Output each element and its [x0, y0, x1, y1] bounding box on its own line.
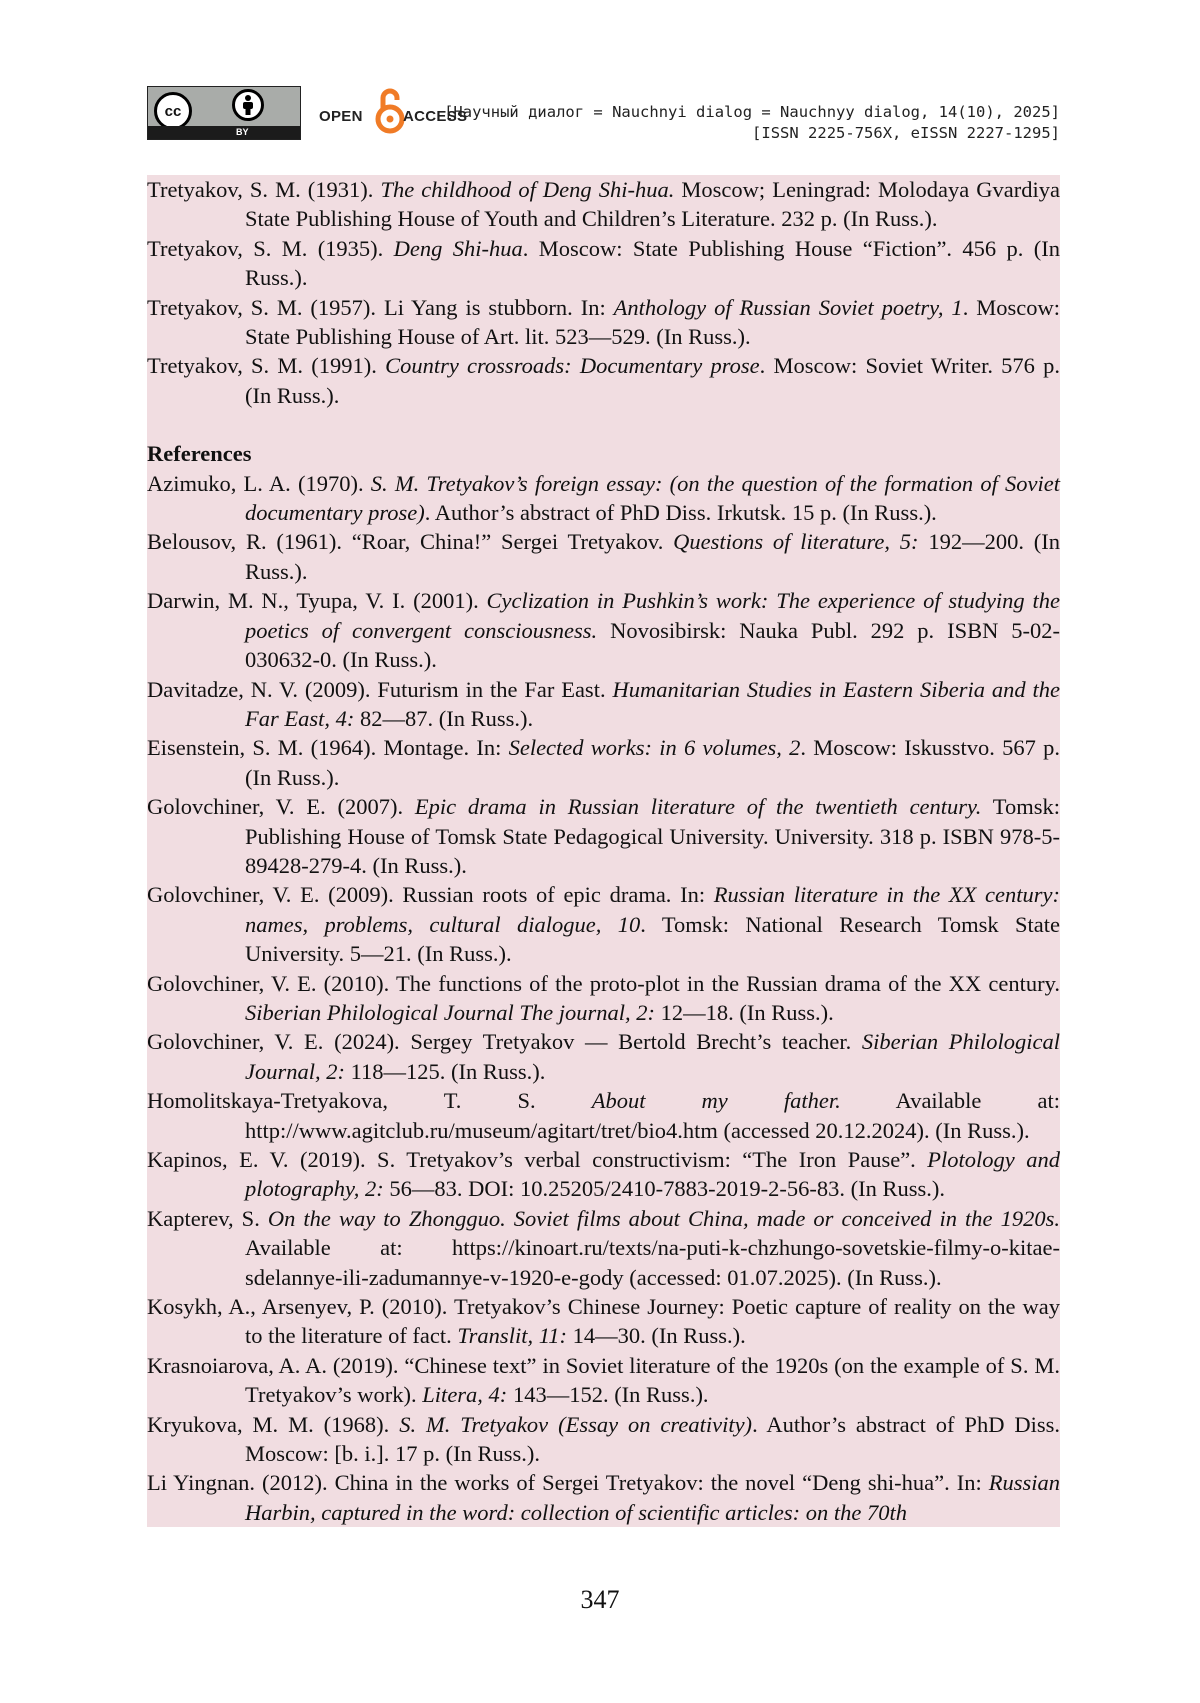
journal-issn-line: [ISSN 2225-756X, eISSN 2227-1295]: [752, 124, 1060, 142]
cc-by-license-badge[interactable]: [147, 86, 301, 140]
reference-entry: Azimuko, L. A. (1970). S. M. Tretyakov’s foreign essay: (on the question of the formation of Soviet documentary prose). Author’s abstract of PhD Diss. Irkutsk. 15 p. (In Russ.).: [147, 470, 1060, 526]
reference-entry: Tretyakov, S. M. (1935). Deng Shi-hua. Moscow: State Publishing House “Fiction”. 456 p. (In Russ.).: [147, 235, 1060, 291]
journal-citation: [444, 102, 1060, 144]
reference-entry: Eisenstein, S. M. (1964). Montage. In: Selected works: in 6 volumes, 2. Moscow: Iskusstvo. 567 p. (In Russ.).: [147, 735, 1060, 790]
reference-entry: Golovchiner, V. E. (2024). Sergey Tretyakov — Bertold Brecht’s teacher. Siberian Philological Journal, 2: 118—125. (In Russ.).: [147, 1029, 1060, 1084]
reference-entry: Tretyakov, S. M. (1991). Country crossroads: Documentary prose. Moscow: Soviet Writer. 576 p. (In Russ.).: [147, 353, 1061, 408]
reference-entry: Golovchiner, V. E. (2007). Epic drama in Russian literature of the twentieth century. Tomsk: Publishing House of Tomsk State Pedagogical University. University. 318 p. ISBN 978-5-89428-279-4. (In Russ.).: [147, 794, 1060, 878]
reference-entry: Golovchiner, V. E. (2009). Russian roots of epic drama. In: Russian literature in the XX century: names, problems, cultural dialogue, 10. Tomsk: National Research Tomsk State University. 5—21. (In Russ.).: [147, 882, 1061, 967]
open-access-label-left: OPEN: [319, 108, 363, 125]
reference-entry: Tretyakov, S. M. (1957). Li Yang is stubborn. In: Anthology of Russian Soviet poetry, 1. Moscow: State Publishing House of Art. lit. 523—529. (In Russ.).: [147, 294, 1060, 350]
journal-title-line: [Научный диалог = Nauchnyi dialog = Nauchnyy dialog, 14(10), 2025]: [444, 103, 1060, 121]
references-list: [147, 469, 1060, 1528]
page-header: [147, 86, 1060, 142]
references-section: [147, 175, 1060, 1527]
reference-entry: Darwin, M. N., Tyupa, V. I. (2001). Cyclization in Pushkin’s work: The experience of studying the poetics of convergent consciousness. Novosibirsk: Nauka Publ. 292 p. ISBN 5-02-030632-0. (In Russ.).: [147, 588, 1061, 673]
reference-entry: Golovchiner, V. E. (2010). The functions of the proto-plot in the Russian drama of the XX century. Siberian Philological Journal The journal, 2: 12—18. (In Russ.).: [147, 970, 1060, 1025]
reference-entry: Davitadze, N. V. (2009). Futurism in the Far East. Humanitarian Studies in Eastern Siberia and the Far East, 4: 82—87. (In Russ.).: [147, 676, 1060, 731]
reference-entry: Belousov, R. (1961). “Roar, China!” Sergei Tretyakov. Questions of literature, 5: 192—200. (In Russ.).: [147, 529, 1060, 584]
open-access-label-right: ACCESS: [403, 108, 468, 125]
reference-entry: Tretyakov, S. M. (1931). The childhood of Deng Shi-hua. Moscow; Leningrad: Molodaya Gvardiya State Publishing House of Youth and Children’s Literature. 232 p. (In Russ.).: [147, 177, 1060, 232]
reference-entry: Kapinos, E. V. (2019). S. Tretyakov’s verbal constructivism: “The Iron Pause”. Plotology and plotography, 2: 56—83. DOI: 10.25205/2410-7883-2019-2-56-83. (In Russ.).: [147, 1147, 1060, 1202]
license-by-label: BY: [236, 127, 249, 137]
page-number: 347: [580, 1585, 620, 1614]
attribution-person-icon: [232, 89, 264, 121]
reference-entry: Kryukova, M. M. (1968). S. M. Tretyakov (Essay on creativity). Author’s abstract of PhD Diss. Moscow: [b. i.]. 17 p. (In Russ.).: [147, 1411, 1061, 1467]
reference-entry: Krasnoiarova, A. A. (2019). “Chinese text” in Soviet literature of the 1920s (on the example of S. M. Tretyakov’s work). Litera, 4: 143—152. (In Russ.).: [147, 1352, 1060, 1408]
reference-entry: Kapterev, S. On the way to Zhongguo. Soviet films about China, made or conceived in the 1920s. Available at: https://kinoart.ru/texts/na-puti-k-chzhungo-sovetskie-filmy-o-kitae-sdelannye-ili-zadumannye-v-1920-e-gody (accessed: 01.07.2025). (In Russ.).: [147, 1205, 1060, 1290]
open-access-lock-icon: [375, 86, 405, 136]
creative-commons-icon: cc: [154, 92, 192, 130]
sources-continued-list: [147, 175, 1060, 410]
reference-entry: Homolitskaya-Tretyakova, T. S. About my father. Available at: http://www.agitclub.ru/museum/agitart/tret/bio4.htm (accessed 20.12.2024). (In Russ.).: [147, 1088, 1060, 1143]
reference-entry: Kosykh, A., Arsenyev, P. (2010). Tretyakov’s Chinese Journey: Poetic capture of reality on the way to the literature of fact. Translit, 11: 14—30. (In Russ.).: [147, 1294, 1060, 1349]
reference-entry: Li Yingnan. (2012). China in the works of Sergei Tretyakov: the novel “Deng shi-hua”. In: Russian Harbin, captured in the word: collection of scientific articles: on the 70th: [147, 1470, 1060, 1525]
references-heading: References: [147, 441, 252, 467]
